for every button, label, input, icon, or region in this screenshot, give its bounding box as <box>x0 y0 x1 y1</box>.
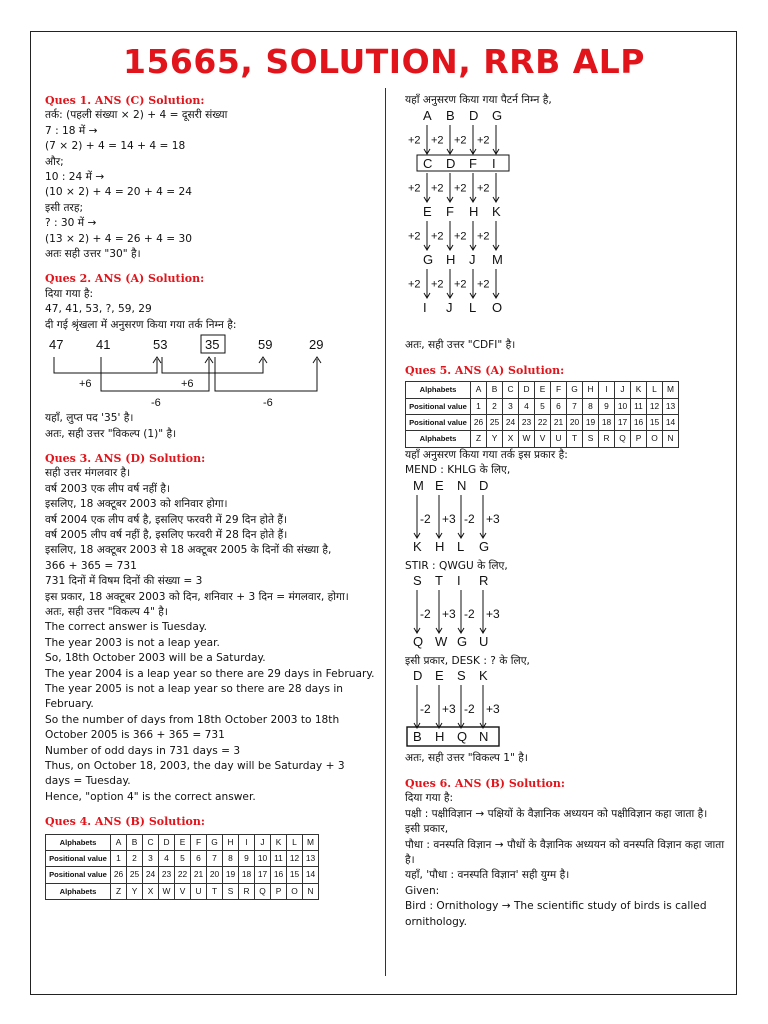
text-line: दिया गया है: <box>45 287 94 300</box>
text-line: इसी प्रकार, DESK : ? के लिए, <box>405 655 530 668</box>
table-row <box>46 883 319 899</box>
table-cell: 20 <box>207 867 223 883</box>
letter: R <box>479 574 489 589</box>
table-cell: C <box>143 834 159 850</box>
text-line: (7 × 2) + 4 = 14 + 4 = 18 <box>45 140 186 153</box>
letter: M <box>413 478 424 493</box>
text-line: (10 × 2) + 4 = 20 + 4 = 24 <box>45 186 192 199</box>
table-cell: 19 <box>223 867 239 883</box>
op-label: -2 <box>464 607 475 622</box>
table-cell: 5 <box>535 398 551 414</box>
series-term: 47 <box>49 337 64 353</box>
table-cell: N <box>303 883 319 899</box>
op-label: -2 <box>464 702 475 717</box>
q4-heading: Ques 4. ANS (B) Solution: <box>45 815 205 829</box>
letter: O <box>492 300 503 316</box>
table-cell: K <box>271 834 287 850</box>
table-cell: K <box>631 382 647 398</box>
text-line: दी गई श्रृंखला में अनुसरण किया गया तर्क निम्न है: <box>45 318 237 331</box>
op-label: -2 <box>420 702 431 717</box>
series-term: 41 <box>96 337 111 353</box>
table-cell: 10 <box>255 851 271 867</box>
table-cell: 6 <box>191 851 207 867</box>
table-cell: 21 <box>551 415 567 431</box>
table-row <box>406 415 679 431</box>
table-cell: 17 <box>255 867 271 883</box>
letter: D <box>446 156 456 172</box>
table-cell: R <box>239 883 255 899</box>
table-cell: G <box>567 382 583 398</box>
text-line: The year 2003 is not a leap year. <box>45 636 220 649</box>
text-line: 366 + 365 = 731 <box>45 559 137 572</box>
code-diagram <box>405 669 535 751</box>
table-cell: 22 <box>175 867 191 883</box>
letter: D <box>469 108 479 124</box>
table-cell: Z <box>111 883 127 899</box>
letter: D <box>479 478 489 493</box>
table-cell: 13 <box>303 851 319 867</box>
letter: I <box>457 574 461 589</box>
table-cell: 16 <box>631 415 647 431</box>
table-row-label: Alphabets <box>46 834 111 850</box>
table-cell: 26 <box>111 867 127 883</box>
table-cell: 12 <box>647 398 663 414</box>
letter: G <box>492 108 503 124</box>
table-cell: 24 <box>503 415 519 431</box>
column-divider <box>385 88 386 976</box>
table-cell: L <box>647 382 663 398</box>
text-line: The year 2005 is not a leap year so there are 28 days in February. <box>45 683 343 711</box>
table-cell: O <box>647 431 663 447</box>
table-row-label: Positional value <box>406 415 471 431</box>
text-line: अतः, सही उत्तर "विकल्प (1)" है। <box>45 427 177 440</box>
text-line: So, 18th October 2003 will be a Saturday. <box>45 652 266 665</box>
table-cell: Y <box>487 431 503 447</box>
table-cell: Z <box>471 431 487 447</box>
table-cell: 15 <box>647 415 663 431</box>
table-cell: X <box>503 431 519 447</box>
letter: L <box>457 538 465 554</box>
step-label: +2 <box>408 278 421 291</box>
text-line: यहाँ, 'पौधा : वनस्पति विज्ञान' सही युग्म है। <box>405 869 570 882</box>
step-label: +2 <box>454 134 467 147</box>
text-line: 7 : 18 में → <box>45 124 98 137</box>
text-line: 47, 41, 53, ?, 59, 29 <box>45 303 152 316</box>
table-cell: 21 <box>191 867 207 883</box>
table-cell: 26 <box>471 415 487 431</box>
q1-heading: Ques 1. ANS (C) Solution: <box>45 94 205 107</box>
code-diagram <box>405 479 535 559</box>
difference-label: -6 <box>263 397 273 410</box>
letter: J <box>469 252 476 268</box>
table-cell: 18 <box>599 415 615 431</box>
letter: A <box>423 108 432 124</box>
difference-label: +6 <box>181 378 194 391</box>
text-line: Given: <box>405 884 440 897</box>
table-cell: P <box>271 883 287 899</box>
letter: K <box>413 538 422 554</box>
table-cell: U <box>551 431 567 447</box>
difference-label: +6 <box>79 378 92 391</box>
text-line: अतः, सही उत्तर "विकल्प 4" है। <box>45 605 168 618</box>
text-line: और; <box>45 155 64 168</box>
letter: G <box>457 634 468 650</box>
text-line: अतः, सही उत्तर "CDFI" है। <box>405 339 516 352</box>
table-cell: M <box>663 382 679 398</box>
series-term: 59 <box>258 337 273 353</box>
letter: S <box>457 669 466 684</box>
table-cell: R <box>599 431 615 447</box>
step-label: +2 <box>477 182 490 195</box>
text-line: यहाँ, लुप्त पद '35' है। <box>45 412 134 425</box>
series-term: 53 <box>153 337 168 353</box>
letter: H <box>446 252 456 268</box>
text-line: STIR : QWGU के लिए, <box>405 559 508 572</box>
letter: J <box>446 300 453 316</box>
table-cell: D <box>159 834 175 850</box>
op-label: -2 <box>420 511 431 526</box>
table-cell: I <box>599 382 615 398</box>
code-diagram <box>405 574 535 654</box>
letter: I <box>492 156 496 172</box>
series-term: 29 <box>309 337 324 353</box>
table-row-label: Positional value <box>46 851 111 867</box>
text-line: पक्षी : पक्षीविज्ञान → पक्षियों के वैज्ञानिक अध्ययन को पक्षीविज्ञान कहा जाता है। <box>405 807 708 820</box>
op-label: -2 <box>420 607 431 622</box>
letter: I <box>423 300 427 316</box>
table-cell: V <box>535 431 551 447</box>
alphabet-position-table <box>405 381 679 448</box>
text-line: इसलिए, 18 अक्टूबर 2003 को शनिवार होगा। <box>45 498 228 511</box>
series-term: 35 <box>205 337 220 353</box>
page-title: 15665, SOLUTION, RRB ALP <box>122 42 645 81</box>
table-cell: D <box>519 382 535 398</box>
table-row-label: Positional value <box>406 398 471 414</box>
text-line: तर्क: (पहली संख्या × 2) + 4 = दूसरी संख्या <box>45 109 228 122</box>
alphabet-position-table <box>45 834 319 901</box>
table-cell: O <box>287 883 303 899</box>
letter: Q <box>457 729 468 745</box>
table-cell: 16 <box>271 867 287 883</box>
letter: K <box>492 204 501 220</box>
letter: F <box>469 156 477 172</box>
text-line: सही उत्तर मंगलवार है। <box>45 467 131 480</box>
step-label: +2 <box>477 278 490 291</box>
letter: H <box>469 204 479 220</box>
text-line: Number of odd days in 731 days = 3 <box>45 744 241 757</box>
table-row <box>406 398 679 414</box>
table-row-label: Alphabets <box>406 382 471 398</box>
letter: G <box>479 538 490 554</box>
series-diagram <box>45 333 365 411</box>
table-cell: 11 <box>271 851 287 867</box>
table-cell: H <box>583 382 599 398</box>
table-cell: 19 <box>583 415 599 431</box>
text-line: Bird : Ornithology → The scientific study of birds is called ornithology. <box>405 900 707 928</box>
right-column <box>405 93 731 930</box>
letter: C <box>423 156 433 172</box>
table-cell: W <box>519 431 535 447</box>
table-cell: A <box>471 382 487 398</box>
text-line: MEND : KHLG के लिए, <box>405 464 511 477</box>
letter: F <box>446 204 454 220</box>
table-row <box>406 382 679 398</box>
op-label: +3 <box>442 702 456 717</box>
q1-body <box>45 108 365 262</box>
op-label: +3 <box>486 702 500 717</box>
letter: T <box>435 574 443 589</box>
table-row <box>46 834 319 850</box>
text-line: The correct answer is Tuesday. <box>45 621 207 634</box>
table-cell: 8 <box>223 851 239 867</box>
table-cell: 8 <box>583 398 599 414</box>
step-label: +2 <box>431 182 444 195</box>
text-line: (13 × 2) + 4 = 26 + 4 = 30 <box>45 232 192 245</box>
table-cell: 2 <box>487 398 503 414</box>
table-cell: 1 <box>471 398 487 414</box>
table-cell: M <box>303 834 319 850</box>
table-cell: 25 <box>487 415 503 431</box>
table-row-label: Alphabets <box>406 431 471 447</box>
table-cell: Q <box>255 883 271 899</box>
text-line: ? : 30 में → <box>45 217 97 230</box>
letter: U <box>479 634 489 650</box>
text-line: Hence, "option 4" is the correct answer. <box>45 790 256 803</box>
table-cell: C <box>503 382 519 398</box>
letter: E <box>435 669 444 684</box>
table-cell: T <box>567 431 583 447</box>
letter: H <box>435 538 445 554</box>
table-row-label: Alphabets <box>46 883 111 899</box>
table-row <box>46 851 319 867</box>
step-label: +2 <box>408 134 421 147</box>
letter: L <box>469 300 477 316</box>
step-label: +2 <box>431 134 444 147</box>
table-cell: 1 <box>111 851 127 867</box>
step-label: +2 <box>431 278 444 291</box>
table-cell: S <box>223 883 239 899</box>
letter: Q <box>413 634 424 650</box>
left-column <box>45 93 375 900</box>
table-cell: 3 <box>503 398 519 414</box>
table-cell: 12 <box>287 851 303 867</box>
op-label: -2 <box>464 511 475 526</box>
table-cell: P <box>631 431 647 447</box>
step-label: +2 <box>477 134 490 147</box>
table-cell: 23 <box>519 415 535 431</box>
table-cell: Q <box>615 431 631 447</box>
table-cell: X <box>143 883 159 899</box>
table-cell: 5 <box>175 851 191 867</box>
table-cell: 3 <box>143 851 159 867</box>
text-line: 731 दिनों में विषम दिनों की संख्या = 3 <box>45 575 203 588</box>
letter: W <box>435 634 448 650</box>
table-cell: Y <box>127 883 143 899</box>
text-line: इसी तरह; <box>45 201 84 214</box>
letter: B <box>446 108 455 124</box>
table-cell: 17 <box>615 415 631 431</box>
text-line: वर्ष 2004 एक लीप वर्ष है, इसलिए फरवरी में 29 दिन होते हैं। <box>45 513 288 526</box>
table-cell: 20 <box>567 415 583 431</box>
table-cell: 7 <box>567 398 583 414</box>
q5-heading: Ques 5. ANS (A) Solution: <box>405 363 565 377</box>
table-cell: 9 <box>239 851 255 867</box>
table-cell: F <box>191 834 207 850</box>
letter: K <box>479 669 488 684</box>
table-cell: 7 <box>207 851 223 867</box>
table-cell: 24 <box>143 867 159 883</box>
table-cell: V <box>175 883 191 899</box>
text-line: दिया गया है: <box>405 792 454 805</box>
table-cell: S <box>583 431 599 447</box>
table-cell: G <box>207 834 223 850</box>
text-line: So the number of days from 18th October 2003 to 18th October 2005 is 366 + 365 = 731 <box>45 713 340 742</box>
letter: H <box>435 729 445 745</box>
op-label: +3 <box>486 607 500 622</box>
letter: S <box>413 574 422 589</box>
text-line: अतः, सही उत्तर "विकल्प 1" है। <box>405 752 528 765</box>
step-label: +2 <box>408 182 421 195</box>
table-row <box>406 431 679 447</box>
table-cell: J <box>255 834 271 850</box>
table-cell: E <box>535 382 551 398</box>
table-cell: 22 <box>535 415 551 431</box>
step-label: +2 <box>454 182 467 195</box>
letter: B <box>413 729 422 745</box>
table-cell: 4 <box>159 851 175 867</box>
table-cell: 18 <box>239 867 255 883</box>
table-cell: 9 <box>599 398 615 414</box>
letter: N <box>457 478 467 493</box>
table-cell: 14 <box>303 867 319 883</box>
table-cell: B <box>487 382 503 398</box>
table-cell: 6 <box>551 398 567 414</box>
letter: N <box>479 729 489 745</box>
table-cell: 13 <box>663 398 679 414</box>
step-label: +2 <box>454 278 467 291</box>
table-cell: 15 <box>287 867 303 883</box>
text-line: इस प्रकार, 18 अक्टूबर 2003 को दिन, शनिवार + 3 दिन = मंगलवार, होगा। <box>45 590 349 603</box>
table-cell: 11 <box>631 398 647 414</box>
table-cell: T <box>207 883 223 899</box>
text-line: वर्ष 2003 एक लीप वर्ष नहीं है। <box>45 482 171 495</box>
table-cell: N <box>663 431 679 447</box>
table-cell: B <box>127 834 143 850</box>
step-label: +2 <box>454 230 467 243</box>
table-cell: J <box>615 382 631 398</box>
table-row-label: Positional value <box>46 867 111 883</box>
q2-heading: Ques 2. ANS (A) Solution: <box>45 272 205 286</box>
text-line: यहाँ अनुसरण किया गया तर्क इस प्रकार है: <box>405 448 568 461</box>
text-line: इसी प्रकार, <box>405 823 449 836</box>
table-cell: 2 <box>127 851 143 867</box>
letter: M <box>492 252 503 268</box>
op-label: +3 <box>442 511 456 526</box>
op-label: +3 <box>486 511 500 526</box>
table-cell: H <box>223 834 239 850</box>
letter: E <box>435 478 444 493</box>
step-label: +2 <box>408 230 421 243</box>
text-line: 10 : 24 में → <box>45 171 105 184</box>
letter: D <box>413 669 423 684</box>
letter: E <box>423 204 432 220</box>
table-cell: U <box>191 883 207 899</box>
text-line: अतः सही उत्तर "30" है। <box>45 248 141 261</box>
table-cell: A <box>111 834 127 850</box>
letter: G <box>423 252 434 268</box>
table-cell: 14 <box>663 415 679 431</box>
table-cell: 23 <box>159 867 175 883</box>
letter-pattern-diagram <box>405 108 535 338</box>
table-cell: E <box>175 834 191 850</box>
table-row <box>46 867 319 883</box>
table-cell: W <box>159 883 175 899</box>
text-line: इसलिए, 18 अक्टूबर 2003 से 18 अक्टूबर 2005 के दिनों की संख्या है, <box>45 544 332 557</box>
text-line: पौधा : वनस्पति विज्ञान → पौधों के वैज्ञानिक अध्ययन को वनस्पति विज्ञान कहा जाता है। <box>405 838 725 866</box>
step-label: +2 <box>477 230 490 243</box>
text-line: यहाँ अनुसरण किया गया पैटर्न निम्न है, <box>405 94 552 106</box>
op-label: +3 <box>442 607 456 622</box>
step-label: +2 <box>431 230 444 243</box>
text-line: वर्ष 2005 लीप वर्ष नहीं है, इसलिए फरवरी में 28 दिन होते हैं। <box>45 528 288 541</box>
text-line: Thus, on October 18, 2003, the day will be Saturday + 3 days = Tuesday. <box>45 760 345 788</box>
table-cell: I <box>239 834 255 850</box>
difference-label: -6 <box>151 397 161 410</box>
table-cell: 10 <box>615 398 631 414</box>
table-cell: 25 <box>127 867 143 883</box>
table-cell: 4 <box>519 398 535 414</box>
table-cell: L <box>287 834 303 850</box>
table-cell: F <box>551 382 567 398</box>
q6-heading: Ques 6. ANS (B) Solution: <box>405 776 565 790</box>
q3-heading: Ques 3. ANS (D) Solution: <box>45 451 206 465</box>
text-line: The year 2004 is a leap year so there are 29 days in February. <box>45 667 375 680</box>
